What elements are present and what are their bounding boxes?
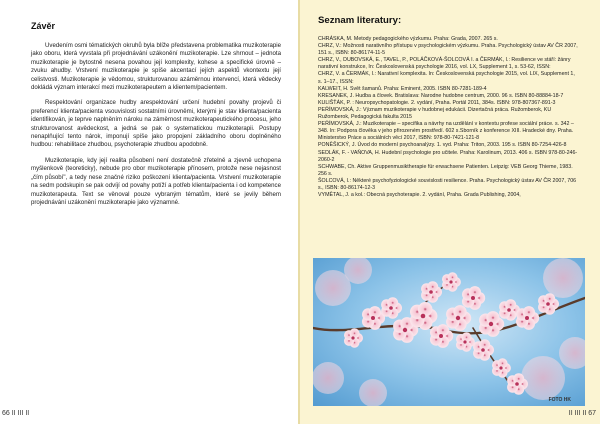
bibliography-entry: PONĚŠICKÝ, J. Úvod do moderní psychoanalýzy. 1. vyd. Praha: Triton, 2003. 195 s. ISBN 80-7254-426-8 bbox=[318, 142, 567, 149]
bibliography-entry: KALWEIT, H. Svět šamanů. Praha: Eminent, 2005. ISBN 80-7281-189-4 bbox=[318, 85, 487, 92]
bibliography-entry: CHRZ, V.: Možnosti narativního přístupu v psychologickém výzkumu. Praha. Psychologický ústav AV ČR 2007, 151 s., ISBN: 80-86174-11-5 bbox=[318, 43, 578, 57]
bibliography-entry: CHRÁSKA, M. Metody pedagogického výzkumu. Praha: Grada, 2007. 265 s. bbox=[318, 36, 498, 42]
bibliography-entry: KRESANEK, J. Hudba a človek. Bratislava: Narodne hudobne centrum, 2000. 96 s. ISBN 80-88884-18-7 bbox=[318, 92, 564, 99]
conclusion-body bbox=[31, 42, 281, 208]
right-page-number: II III II 67 bbox=[568, 410, 596, 417]
bibliography-entry: SCHWABE, Ch. Aktive Gruppenmusiktherapie für erwachsene Patienten. Leipzig: VEB Georg Thieme, 1983. 256 s. bbox=[318, 163, 573, 177]
conclusion-paragraph-2: Respektování organizace hudby arespektování určení hudební povahy projevů či preferencí klienta/pacienta vsouvislosti sostatními úrovněmi, kterými je stav klienta/pacienta identifikován, je teprve naplněním nároku na záměrnost muzikoterapeutického procesu, jeho strukturovanost avědeckost, a jedná se pak o systematickou muzikoterapii. Postupy nenaplňující tento nárok, imponují spíše jako propojení základního oboru doplněného hudbou: rehabilitace zhudbou, psychoterapie zhudbou apodobně. bbox=[31, 99, 281, 149]
conclusion-paragraph-1: Uvedením osmi tématických okruhů byla blíže představena problematika muzikoterapie jako oboru, která vyvstala při projednávání uzákonění muzikoterapie. Lze shrnout – jednota muzikoterapie je bytostně nesena povahou její komplexity, kohese a specifické úrovně – zvuku ahudby. Vrstvení muzikoterapie je spíše akcentací jejích aspektů vkontextu její celistvosti. Muzikoterapie je vědomou, strukturovanou azáměrnou intervencí, která vědecky dokládá význam interakcí mezi muzikoterapeutem a klientem/pacientem. bbox=[31, 42, 281, 92]
bibliography-entry: ŠOLCOVÁ, I.: Některé psychofyziologické souvislosti resilience. Praha. Psychologický ústav AV ČR 2007, 706 s., ISBN: 80-86174-12-3 bbox=[318, 177, 577, 191]
bibliography-entry: VYMĚTAL, J. a kol.: Obecná psychoterapie. 2. vydání, Praha. Grada Publishing, 2004, bbox=[318, 192, 521, 199]
bibliography-entry: SEDLÁK, F. - VAŇOVA, H. Hudební psychologie pro učitele. Praha: Karolinum, 2013. 406 s. ISBN 978-80-246-2060-2 bbox=[318, 149, 578, 163]
bibliography-entry: PEŘÍMOVSKÁ, J.: Význam muzikoterapie v hudobnej edukácii. Dizertačná práca. Ružomberok, KU Ružomberok, Pedagogická fakulta 2015 bbox=[318, 106, 552, 121]
bibliography-entry: PEŘÍMOVSKÁ, J.: Muzikoterapie – specifika a návrhy na uzdělání v kontextu profese sociální práce. s. 342 – 348. In: Podpora člověka v jeho přirozeném prostředí. 602 s.Sborník z konference XIII. Hradecké dny. Praha. Ministerstvo Práce a sociálních věcí 2017, ISBN: 978-80-7421-121-8 bbox=[318, 121, 574, 142]
conclusion-paragraph-3: Muzikoterapie, kdy její realita působení není dostatečně zřetelně a zjevně uchopena myšlenkově (teoreticky), nebude pro obor muzikoterapie přínosem, protože nese nejasnost „čím působí", a tedy nese značné riziko poškození klienta/pacienta. Vrstvení muzikoterapie na sedm podskupin se pak odvíjí od povahy potíží a potřeb klienta/pacienta i od kompetence muzikoterapeuta. Text se věnoval pouze vybraným tématům, které se jevily během projednávání uzákonění muzikoterapie jako významné. bbox=[31, 156, 281, 206]
left-page-number: 66 II III II bbox=[2, 410, 30, 417]
bibliography-entry: CHRZ, V. a ČERMÁK, I.: Narativní komplexita. In: Československá psychologie 2015, vol. LIX, Supplement 1, s. 1–17., ISSN: bbox=[318, 71, 575, 85]
cherry-blossom-photo bbox=[313, 258, 585, 406]
left-page bbox=[0, 0, 298, 424]
conclusion-heading: Závěr bbox=[31, 21, 56, 31]
photo-credit: FOTO HK bbox=[548, 397, 571, 403]
bibliography-heading: Seznam literatury: bbox=[318, 15, 402, 26]
bibliography-entry: CHRZ, V., DUBOVSKÁ, E., TAVEL, P., POLÁČKOVÁ-ŠOLCOVÁ I. a ČERMÁK, I.: Resilience ve stáří: žánry narativní konstrukce, In: Československá psychologie 2016, vol. LX, Supplement 1, s. 53-62, ISSN: bbox=[318, 57, 571, 71]
blossom-illustration bbox=[313, 258, 585, 406]
bibliography-list bbox=[318, 36, 580, 199]
bibliography-entry: KULIŠŤÁK, P. : Neuropsychopatologie. 2. vydání, Praha. Portál 2011, 384s. ISBN: 978-807367-891-3 bbox=[318, 99, 556, 106]
